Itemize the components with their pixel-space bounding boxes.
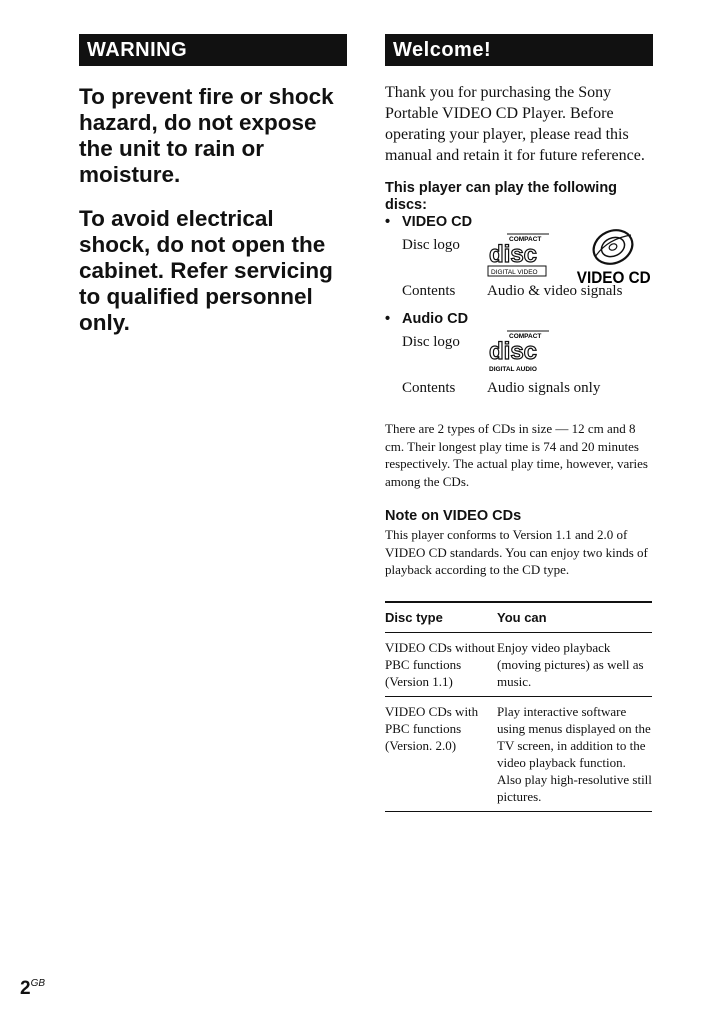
logo-digital-video-text: DIGITAL VIDEO xyxy=(491,269,538,276)
table-cell: VIDEO CDs without PBC functions (Version 1.1) xyxy=(385,632,497,696)
warning-fire-text: To prevent fire or shock hazard, do not expose the unit to rain or moisture. xyxy=(79,84,334,187)
playable-discs xyxy=(385,180,653,402)
note-body: This player conforms to Version 1.1 and 2.0 of VIDEO CD standards. You can enjoy two kinds of playback according to the CD type. xyxy=(385,527,648,577)
logo-digital-audio-text: DIGITAL AUDIO xyxy=(489,366,537,373)
page-number-value: 2 xyxy=(20,978,31,999)
page-number xyxy=(20,978,45,1000)
compact-disc-video-logo xyxy=(487,233,551,279)
welcome-intro: Thank you for purchasing the Sony Portable VIDEO CD Player. Before operating your player, please read this manual and retain it for future reference. xyxy=(385,84,645,164)
bullet: • xyxy=(385,214,391,230)
table-header-row xyxy=(385,602,652,633)
logo-disc-text: disc xyxy=(489,338,538,365)
disc-type-table xyxy=(385,601,652,812)
disc-logo-label: Disc logo xyxy=(402,334,460,350)
video-cd-logo-text: VIDEO CD xyxy=(576,268,651,287)
bullet: • xyxy=(385,311,391,327)
header-disc-type: Disc type xyxy=(385,602,497,633)
logo-compact-text: COMPACT xyxy=(509,333,542,340)
disc-item-audio-cd xyxy=(385,311,653,402)
logo-compact-text: COMPACT xyxy=(509,236,542,243)
logo-disc-text: disc xyxy=(489,241,538,268)
contents-value: Audio signals only xyxy=(487,380,601,396)
table-cell: VIDEO CDs with PBC functions (Version. 2.0) xyxy=(385,696,497,811)
compact-disc-audio-logo xyxy=(487,330,551,376)
disc-item-video-cd xyxy=(385,214,653,305)
table-cell: Play interactive software using menus displayed on the TV screen, in addition to the video playback function. Also play high-resolutive still pictures. xyxy=(497,696,652,811)
disc-logo-label: Disc logo xyxy=(402,237,460,253)
table-row xyxy=(385,696,652,811)
contents-value: Audio & video signals xyxy=(487,283,623,299)
video-cd-logo xyxy=(575,227,651,287)
table-row xyxy=(385,632,652,696)
contents-label: Contents xyxy=(402,380,456,396)
warning-shock-text: To avoid electrical shock, do not open the cabinet. Refer servicing to qualified personnel only. xyxy=(79,206,333,335)
contents-label: Contents xyxy=(402,283,456,299)
header-you-can: You can xyxy=(497,602,652,633)
table-cell: Enjoy video playback (moving pictures) as well as music. xyxy=(497,632,652,696)
disc-name: Audio CD xyxy=(402,311,469,327)
welcome-section xyxy=(385,34,653,812)
welcome-banner: Welcome! xyxy=(385,34,653,66)
cd-size-note: There are 2 types of CDs in size — 12 cm and 8 cm. Their longest play time is 74 and 20 minutes respectively. The actual play time, however, varies among the CDs. xyxy=(385,421,648,489)
note-heading: Note on VIDEO CDs xyxy=(385,508,522,524)
disc-name: VIDEO CD xyxy=(402,214,473,230)
playable-discs-heading: This player can play the following discs: xyxy=(385,180,618,213)
page-number-suffix: GB xyxy=(30,978,46,989)
warning-banner: WARNING xyxy=(79,34,347,66)
warning-section xyxy=(79,34,347,336)
